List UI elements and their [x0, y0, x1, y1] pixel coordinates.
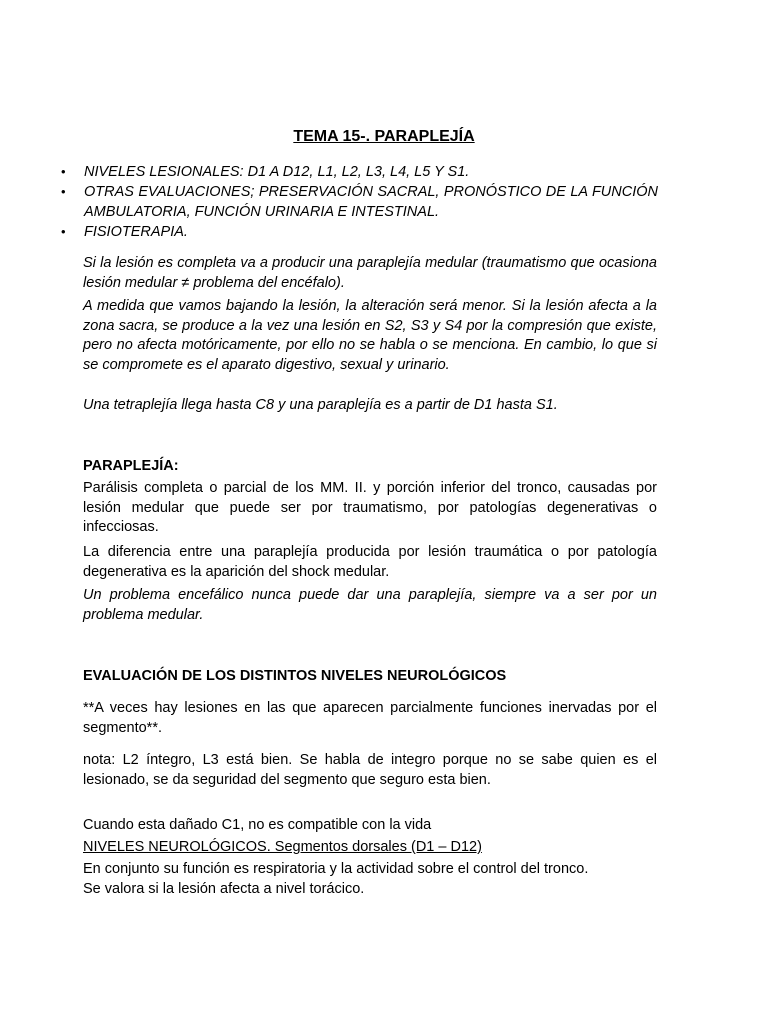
page-title: TEMA 15-. PARAPLEJÍA [293, 128, 475, 145]
bullet-item-fisioterapia [60, 222, 658, 242]
bullet-text: FISIOTERAPIA. [84, 224, 188, 240]
bullet-icon: • [61, 184, 66, 199]
bullet-icon: • [61, 224, 66, 239]
bullet-item-niveles [60, 162, 658, 182]
evaluacion-funcion-respiratoria: En conjunto su función es respiratoria y la actividad sobre el control del tronco. [83, 861, 589, 877]
intro-paragraph-lesion-completa: Si la lesión es completa va a producir una paraplejía medular (traumatismo que ocasiona lesión medular ≠ problema del encéfalo). [83, 255, 657, 291]
paraplejia-definition: Parálisis completa o parcial de los MM. II. y porción inferior del tronco, causadas por lesión medular que puede ser por traumatismo, por patologías degenerativas o infecciosas. [83, 480, 657, 535]
evaluacion-c1-line: Cuando esta dañado C1, no es compatible con la vida [83, 817, 432, 833]
bullet-item-evaluaciones [60, 182, 658, 222]
evaluacion-lesiones-parciales: **A veces hay lesiones en las que aparecen parcialmente funciones inervadas por el segmento**. [83, 700, 657, 736]
bullet-text: OTRAS EVALUACIONES; PRESERVACIÓN SACRAL, PRONÓSTICO DE LA FUNCIÓN AMBULATORIA, FUNCIÓN URINARIA E INTESTINAL. [84, 184, 658, 220]
section-heading-evaluacion: EVALUACIÓN DE LOS DISTINTOS NIVELES NEUROLÓGICOS [83, 668, 507, 684]
intro-paragraph-zona-sacra: A medida que vamos bajando la lesión, la alteración será menor. Si la lesión afecta a la zona sacra, se produce a la vez una lesión en S2, S3 y S4 por la compresión que existe, pero no afecta motóricamente, por ello no se habla o se menciona. En cambio, lo que si se compromete es el aparato digestivo, sexual y urinario. [83, 298, 657, 373]
paraplejia-problema-medular: Un problema encefálico nunca puede dar una paraplejía, siempre va a ser por un problema medular. [83, 587, 657, 623]
subheading-niveles-neurologicos: NIVELES NEUROLÓGICOS. Segmentos dorsales (D1 – D12) [83, 839, 482, 855]
bullet-text: NIVELES LESIONALES: D1 A D12, L1, L2, L3, L4, L5 Y S1. [84, 164, 470, 180]
paraplejia-shock-medular: La diferencia entre una paraplejía producida por lesión traumática o por patología degenerativa es la aparición del shock medular. [83, 544, 657, 580]
evaluacion-nota: nota: L2 íntegro, L3 está bien. Se habla de integro porque no se sabe quien es el lesionado, se da seguridad del segmento que seguro esta bien. [83, 752, 657, 788]
section-heading-paraplejia: PARAPLEJÍA: [83, 458, 179, 474]
evaluacion-nivel-toracico: Se valora si la lesión afecta a nivel torácico. [83, 881, 365, 897]
intro-paragraph-tetraplejia: Una tetraplejía llega hasta C8 y una paraplejía es a partir de D1 hasta S1. [83, 397, 558, 413]
summary-bullet-list [60, 162, 658, 242]
bullet-icon: • [61, 164, 66, 179]
